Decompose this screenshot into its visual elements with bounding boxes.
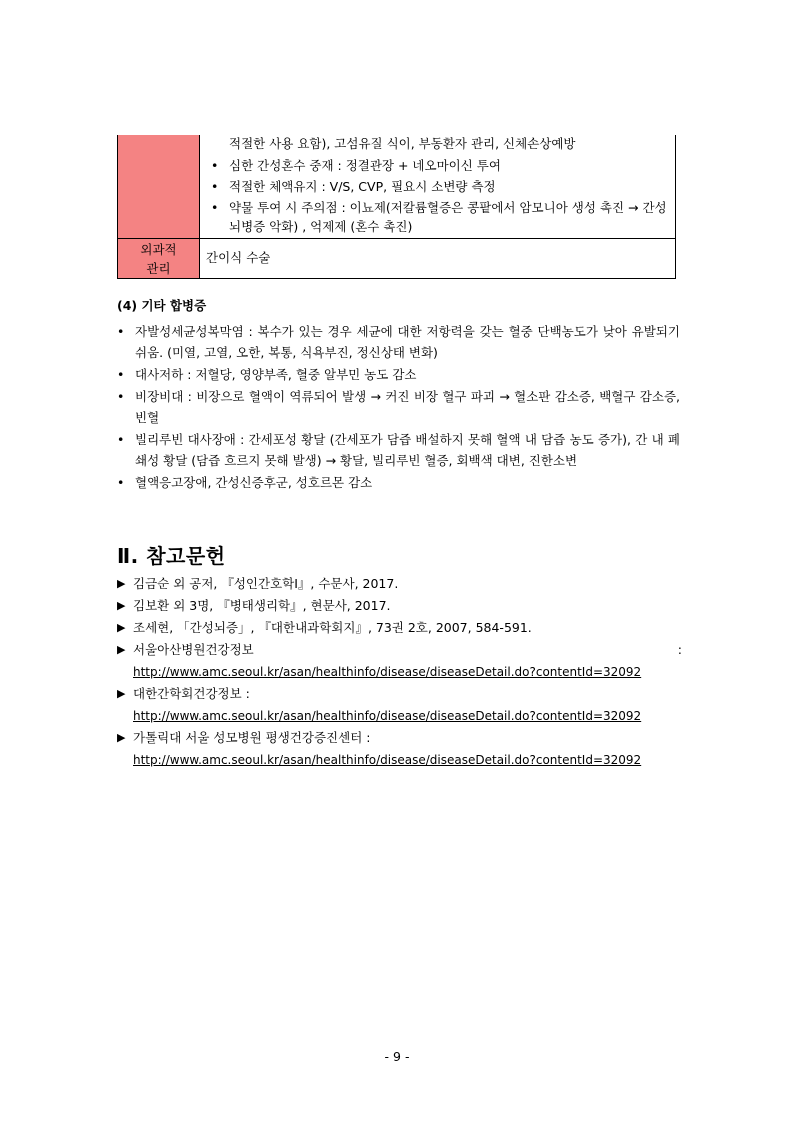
- table-content-cell-nursing: [200, 135, 675, 238]
- list-item: • 대사저하 : 저혈당, 영양부족, 혈중 알부민 농도 감소: [117, 364, 680, 385]
- reference-text: 조세현, 「간성뇌증」, 『대한내과학회지』, 73권 2호, 2007, 584-591.: [133, 620, 532, 635]
- table-bullet-item: • 약물 투여 시 주의점 : 이뇨제(저칼륨혈증은 콩팥에서 암모니아 생성 촉진 → 간성뇌병증 악화) , 억제제 (혼수 촉진): [206, 198, 667, 236]
- table-continuation-line: 적절한 사용 요함), 고섬유질 식이, 부동환자 관리, 신체손상예방: [229, 136, 576, 151]
- triangle-bullet-icon: ▶: [117, 577, 126, 590]
- table-bullet-item: • 적절한 체액유지 : V/S, CVP, 필요시 소변량 측정: [206, 177, 667, 196]
- triangle-bullet-icon: ▶: [117, 731, 126, 744]
- surgical-label-line1: 외과적: [140, 241, 177, 257]
- table-content-cell-surgical: 간이식 수술: [200, 238, 675, 278]
- table-bullet-item: • 심한 간성혼수 중재 : 정결관장 + 네오마이신 투여: [206, 156, 667, 175]
- list-item: • 비장비대 : 비장으로 혈액이 역류되어 발생 → 커진 비장 혈구 파괴 → 혈소판 감소증, 백혈구 감소증, 빈혈: [117, 386, 680, 428]
- reference-link[interactable]: http://www.amc.seoul.kr/asan/healthinfo/disease/diseaseDetail.do?contentId=32092: [133, 709, 642, 723]
- reference-link[interactable]: http://www.amc.seoul.kr/asan/healthinfo/disease/diseaseDetail.do?contentId=32092: [133, 753, 642, 767]
- triangle-bullet-icon: ▶: [117, 687, 126, 700]
- list-item: • 빌리루빈 대사장애 : 간세포성 황달 (간세포가 담즙 배설하지 못해 혈액 내 담즙 농도 증가), 간 내 폐쇄성 황달 (담즙 흐르지 못해 발생) → 황달, 빌리루빈 혈증, 회백색 대변, 진한소변: [117, 429, 680, 471]
- triangle-bullet-icon: ▶: [117, 643, 126, 656]
- triangle-bullet-icon: ▶: [117, 599, 126, 612]
- triangle-bullet-icon: ▶: [117, 621, 126, 634]
- reference-item: [117, 573, 682, 595]
- reference-text: 가톨릭대 서울 성모병원 평생건강증진센터 :: [133, 730, 371, 745]
- references-list: [117, 573, 682, 771]
- reference-item: [117, 595, 682, 617]
- reference-item: [117, 727, 682, 771]
- reference-text: 김금순 외 공저, 『성인간호학Ⅰ』, 수문사, 2017.: [133, 576, 399, 591]
- reference-item: [117, 617, 682, 639]
- reference-text: 대한간학회건강정보 :: [133, 686, 250, 701]
- reference-text: 서울아산병원건강정보: [133, 642, 254, 657]
- table-label-cell-surgical: [118, 238, 200, 278]
- other-complications-section: [117, 297, 680, 494]
- reference-item: [117, 683, 682, 727]
- reference-colon: :: [677, 642, 682, 657]
- complications-list: [117, 321, 680, 493]
- reference-link[interactable]: http://www.amc.seoul.kr/asan/healthinfo/disease/diseaseDetail.do?contentId=32092: [133, 665, 642, 679]
- references-heading: Ⅱ. 참고문헌: [117, 544, 226, 568]
- list-item: • 자발성세균성복막염 : 복수가 있는 경우 세균에 대한 저항력을 갖는 혈중 단백농도가 낮아 유발되기 쉬움. (미열, 고열, 오한, 복통, 식욕부진, 정신상태 변화): [117, 321, 680, 363]
- reference-text: 김보환 외 3명, 『병태생리학』, 현문사, 2017.: [133, 598, 391, 613]
- reference-item: [117, 639, 682, 683]
- section-heading: (4) 기타 합병증: [117, 298, 207, 313]
- table-label-cell-nursing: [118, 135, 200, 238]
- surgical-label-line2: 관리: [146, 260, 171, 276]
- page-number: - 9 -: [384, 1049, 410, 1064]
- management-table: [117, 135, 676, 279]
- list-item: • 혈액응고장애, 간성신증후군, 성호르몬 감소: [117, 472, 680, 493]
- table-bullet-list: [206, 156, 667, 236]
